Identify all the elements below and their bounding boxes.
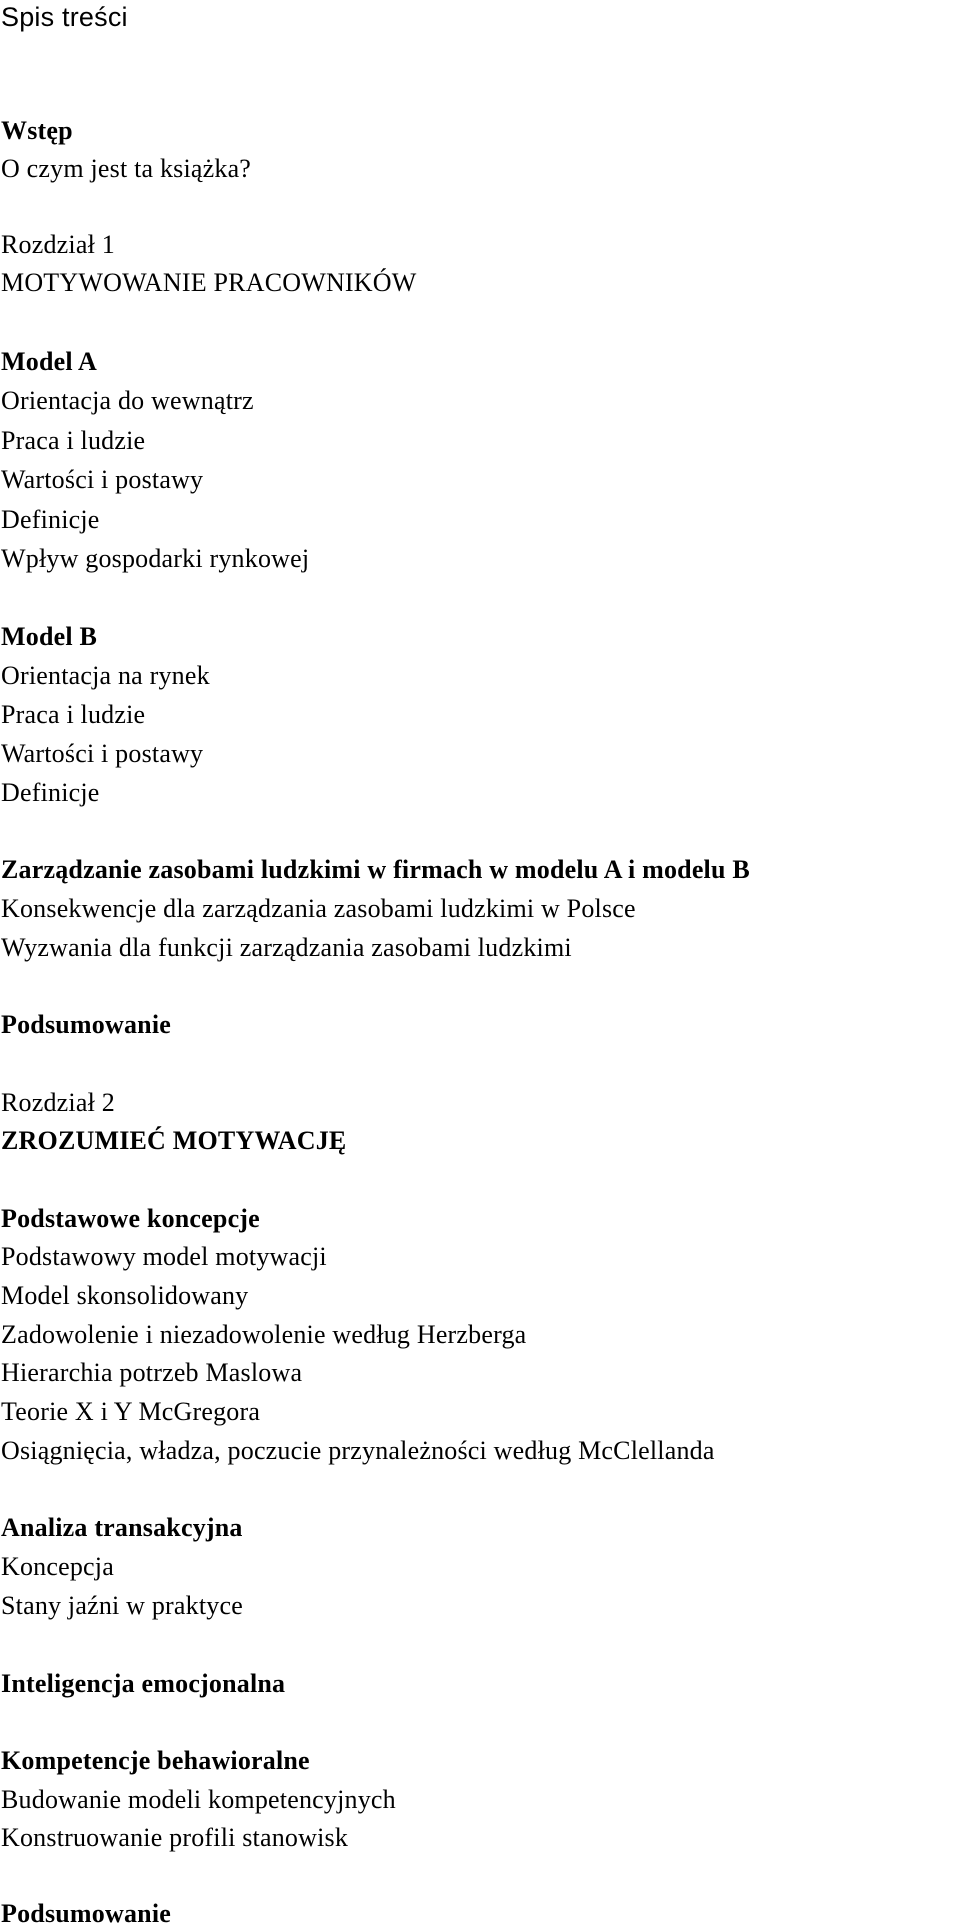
chapter-label: Rozdział 1 xyxy=(1,230,115,259)
section-heading: Model A xyxy=(1,347,98,376)
toc-entry: Wyzwania dla funkcji zarządzania zasobami ludzkimi xyxy=(1,933,572,962)
toc-entry: Praca i ludzie xyxy=(1,426,146,455)
toc-entry: Model skonsolidowany xyxy=(1,1281,249,1310)
chapter-title: ZROZUMIEĆ MOTYWACJĘ xyxy=(1,1126,347,1155)
toc-entry: Budowanie modeli kompetencyjnych xyxy=(1,1785,396,1814)
toc-entry: Stany jaźni w praktyce xyxy=(1,1591,243,1620)
section-heading: Podstawowe koncepcje xyxy=(1,1204,260,1233)
toc-entry: Konstruowanie profili stanowisk xyxy=(1,1823,349,1852)
chapter-title: MOTYWOWANIE PRACOWNIKÓW xyxy=(1,268,417,297)
toc-entry: Podstawowy model motywacji xyxy=(1,1242,327,1271)
toc-entry: Wpływ gospodarki rynkowej xyxy=(1,544,310,573)
section-heading: Analiza transakcyjna xyxy=(1,1513,243,1542)
toc-title: Spis treści xyxy=(1,2,128,32)
toc-entry: Teorie X i Y McGregora xyxy=(1,1397,261,1426)
toc-entry: Zadowolenie i niezadowolenie według Herzberga xyxy=(1,1320,527,1349)
section-heading: Kompetencje behawioralne xyxy=(1,1746,310,1775)
toc-entry: Wartości i postawy xyxy=(1,465,204,494)
toc-entry: Orientacja do wewnątrz xyxy=(1,386,254,415)
toc-entry: Orientacja na rynek xyxy=(1,661,210,690)
section-heading: Podsumowanie xyxy=(1,1010,171,1039)
toc-entry: Definicje xyxy=(1,778,100,807)
toc-entry: Wartości i postawy xyxy=(1,739,204,768)
toc-entry: Praca i ludzie xyxy=(1,700,146,729)
toc-entry: Definicje xyxy=(1,505,100,534)
chapter-label: Rozdział 2 xyxy=(1,1088,115,1117)
toc-entry: Hierarchia potrzeb Maslowa xyxy=(1,1358,303,1387)
section-heading: Inteligencja emocjonalna xyxy=(1,1669,286,1698)
toc-entry: O czym jest ta książka? xyxy=(1,154,252,183)
intro-heading: Wstęp xyxy=(1,116,73,145)
toc-entry: Koncepcja xyxy=(1,1552,114,1581)
section-heading: Model B xyxy=(1,622,98,651)
section-heading: Podsumowanie xyxy=(1,1899,171,1928)
section-heading: Zarządzanie zasobami ludzkimi w firmach w modelu A i modelu B xyxy=(1,855,750,884)
toc-entry: Osiągnięcia, władza, poczucie przynależności według McClellanda xyxy=(1,1436,715,1465)
toc-entry: Konsekwencje dla zarządzania zasobami ludzkimi w Polsce xyxy=(1,894,636,923)
